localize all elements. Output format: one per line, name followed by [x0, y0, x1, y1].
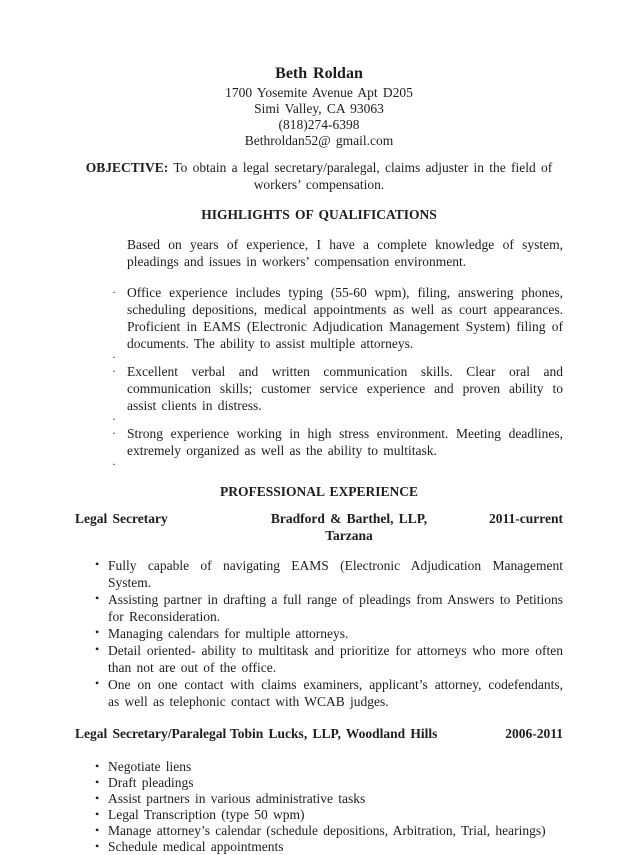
phone-number: (818)274-6398 [278, 117, 360, 132]
job-dates: 2006-2011 [505, 726, 563, 741]
job-bullets-tobin-lucks [75, 759, 563, 855]
qualification-bullet-empty [75, 352, 563, 363]
qualification-bullet [75, 425, 563, 459]
objective-text: To obtain a legal secretary/paralegal, claims adjuster in the field of workers’ compensation. [173, 160, 553, 192]
qualification-bullet [75, 363, 563, 414]
candidate-name: Beth Roldan [275, 65, 363, 82]
bullet-icon: • [95, 775, 100, 789]
qualifications-list [75, 284, 563, 470]
job-bullet [75, 807, 563, 823]
job-header-bradford [75, 510, 563, 544]
qualification-bullet [75, 284, 563, 352]
job-bullet-text: Detail oriented- ability to multitask and prioritize for attorneys who more often than not are out of the office. [108, 643, 563, 675]
objective-label: OBJECTIVE: [85, 160, 169, 175]
job-bullet-text: Fully capable of navigating EAMS (Electronic Adjudication Management System. [108, 558, 563, 590]
bullet-icon: • [95, 839, 100, 853]
qualification-bullet-text: Excellent verbal and written communication skills. Clear oral and communication skills; customer service experience and proven ability to assist clients in distress. [127, 364, 563, 413]
qualifications-heading: HIGHLIGHTS OF QUALIFICATIONS [201, 207, 437, 222]
bullet-icon: • [95, 807, 100, 821]
qualification-bullet-text: Office experience includes typing (55-60 wpm), filing, answering phones, scheduling depositions, medical appointments as well as court appearances. Proficient in EAMS (Electronic Adjudication Management System) filing of documents. The ability to assist multiple attorneys. [127, 285, 563, 351]
dot-bullet-icon: · [112, 285, 116, 299]
job-bullet-text: Negotiate liens [108, 759, 192, 774]
job-bullet [75, 591, 563, 625]
dot-bullet-icon: · [112, 426, 116, 440]
job-bullet-text: Draft pleadings [108, 775, 194, 790]
job-bullet-text: One on one contact with claims examiners, applicant’s attorney, codefendants, as well as telephonic contact with WCAB judges. [108, 677, 563, 709]
objective-paragraph [75, 159, 563, 193]
job-title: Legal Secretary [75, 511, 168, 526]
dot-bullet-icon: · [112, 457, 116, 471]
bullet-icon: • [95, 625, 100, 639]
job-bullets-bradford [75, 557, 563, 710]
job-title: Legal Secretary/Paralegal [75, 726, 227, 741]
job-bullet-text: Assist partners in various administrative tasks [108, 791, 366, 806]
job-header-tobin-lucks [75, 725, 563, 742]
dot-bullet-icon: · [112, 364, 116, 378]
qualification-bullet-text: Strong experience working in high stress environment. Meeting deadlines, extremely organized as well as the ability to multitask. [127, 426, 563, 458]
job-bullet-text: Managing calendars for multiple attorneys. [108, 626, 349, 641]
bullet-icon: • [95, 823, 100, 837]
job-bullet [75, 642, 563, 676]
job-bullet [75, 775, 563, 791]
email-address: Bethroldan52@ gmail.com [244, 133, 394, 148]
job-bullet [75, 625, 563, 642]
job-bullet [75, 823, 563, 839]
bullet-icon: • [95, 591, 100, 605]
job-bullet [75, 759, 563, 775]
experience-heading: PROFESSIONAL EXPERIENCE [219, 484, 419, 499]
job-bullet [75, 791, 563, 807]
job-bullet-text: Manage attorney’s calendar (schedule depositions, Arbitration, Trial, hearings) [108, 823, 546, 838]
job-company: Bradford & Barthel, LLP, Tarzana [270, 511, 428, 543]
qualification-bullet-empty [75, 459, 563, 470]
job-bullet [75, 676, 563, 710]
qualifications-intro: Based on years of experience, I have a complete knowledge of system, pleadings and issues in workers’ compensation environment. [127, 237, 563, 269]
job-bullet-text: Schedule medical appointments [108, 839, 284, 854]
job-bullet [75, 557, 563, 591]
job-bullet [75, 839, 563, 855]
bullet-icon: • [95, 676, 100, 690]
job-company: Tobin Lucks, LLP, Woodland Hills [230, 726, 438, 741]
resume-header [75, 64, 563, 149]
bullet-icon: • [95, 759, 100, 773]
bullet-icon: • [95, 642, 100, 656]
job-bullet-text: Legal Transcription (type 50 wpm) [108, 807, 305, 822]
bullet-icon: • [95, 791, 100, 805]
address-line-1: 1700 Yosemite Avenue Apt D205 [225, 85, 413, 100]
qualification-bullet-empty [75, 414, 563, 425]
dot-bullet-icon: · [112, 412, 116, 426]
job-bullet-text: Assisting partner in drafting a full range of pleadings from Answers to Petitions for Reconsideration. [108, 592, 563, 624]
bullet-icon: • [95, 557, 100, 571]
dot-bullet-icon: · [112, 350, 116, 364]
job-dates: 2011-current [489, 511, 563, 526]
address-line-2: Simi Valley, CA 93063 [254, 101, 384, 116]
